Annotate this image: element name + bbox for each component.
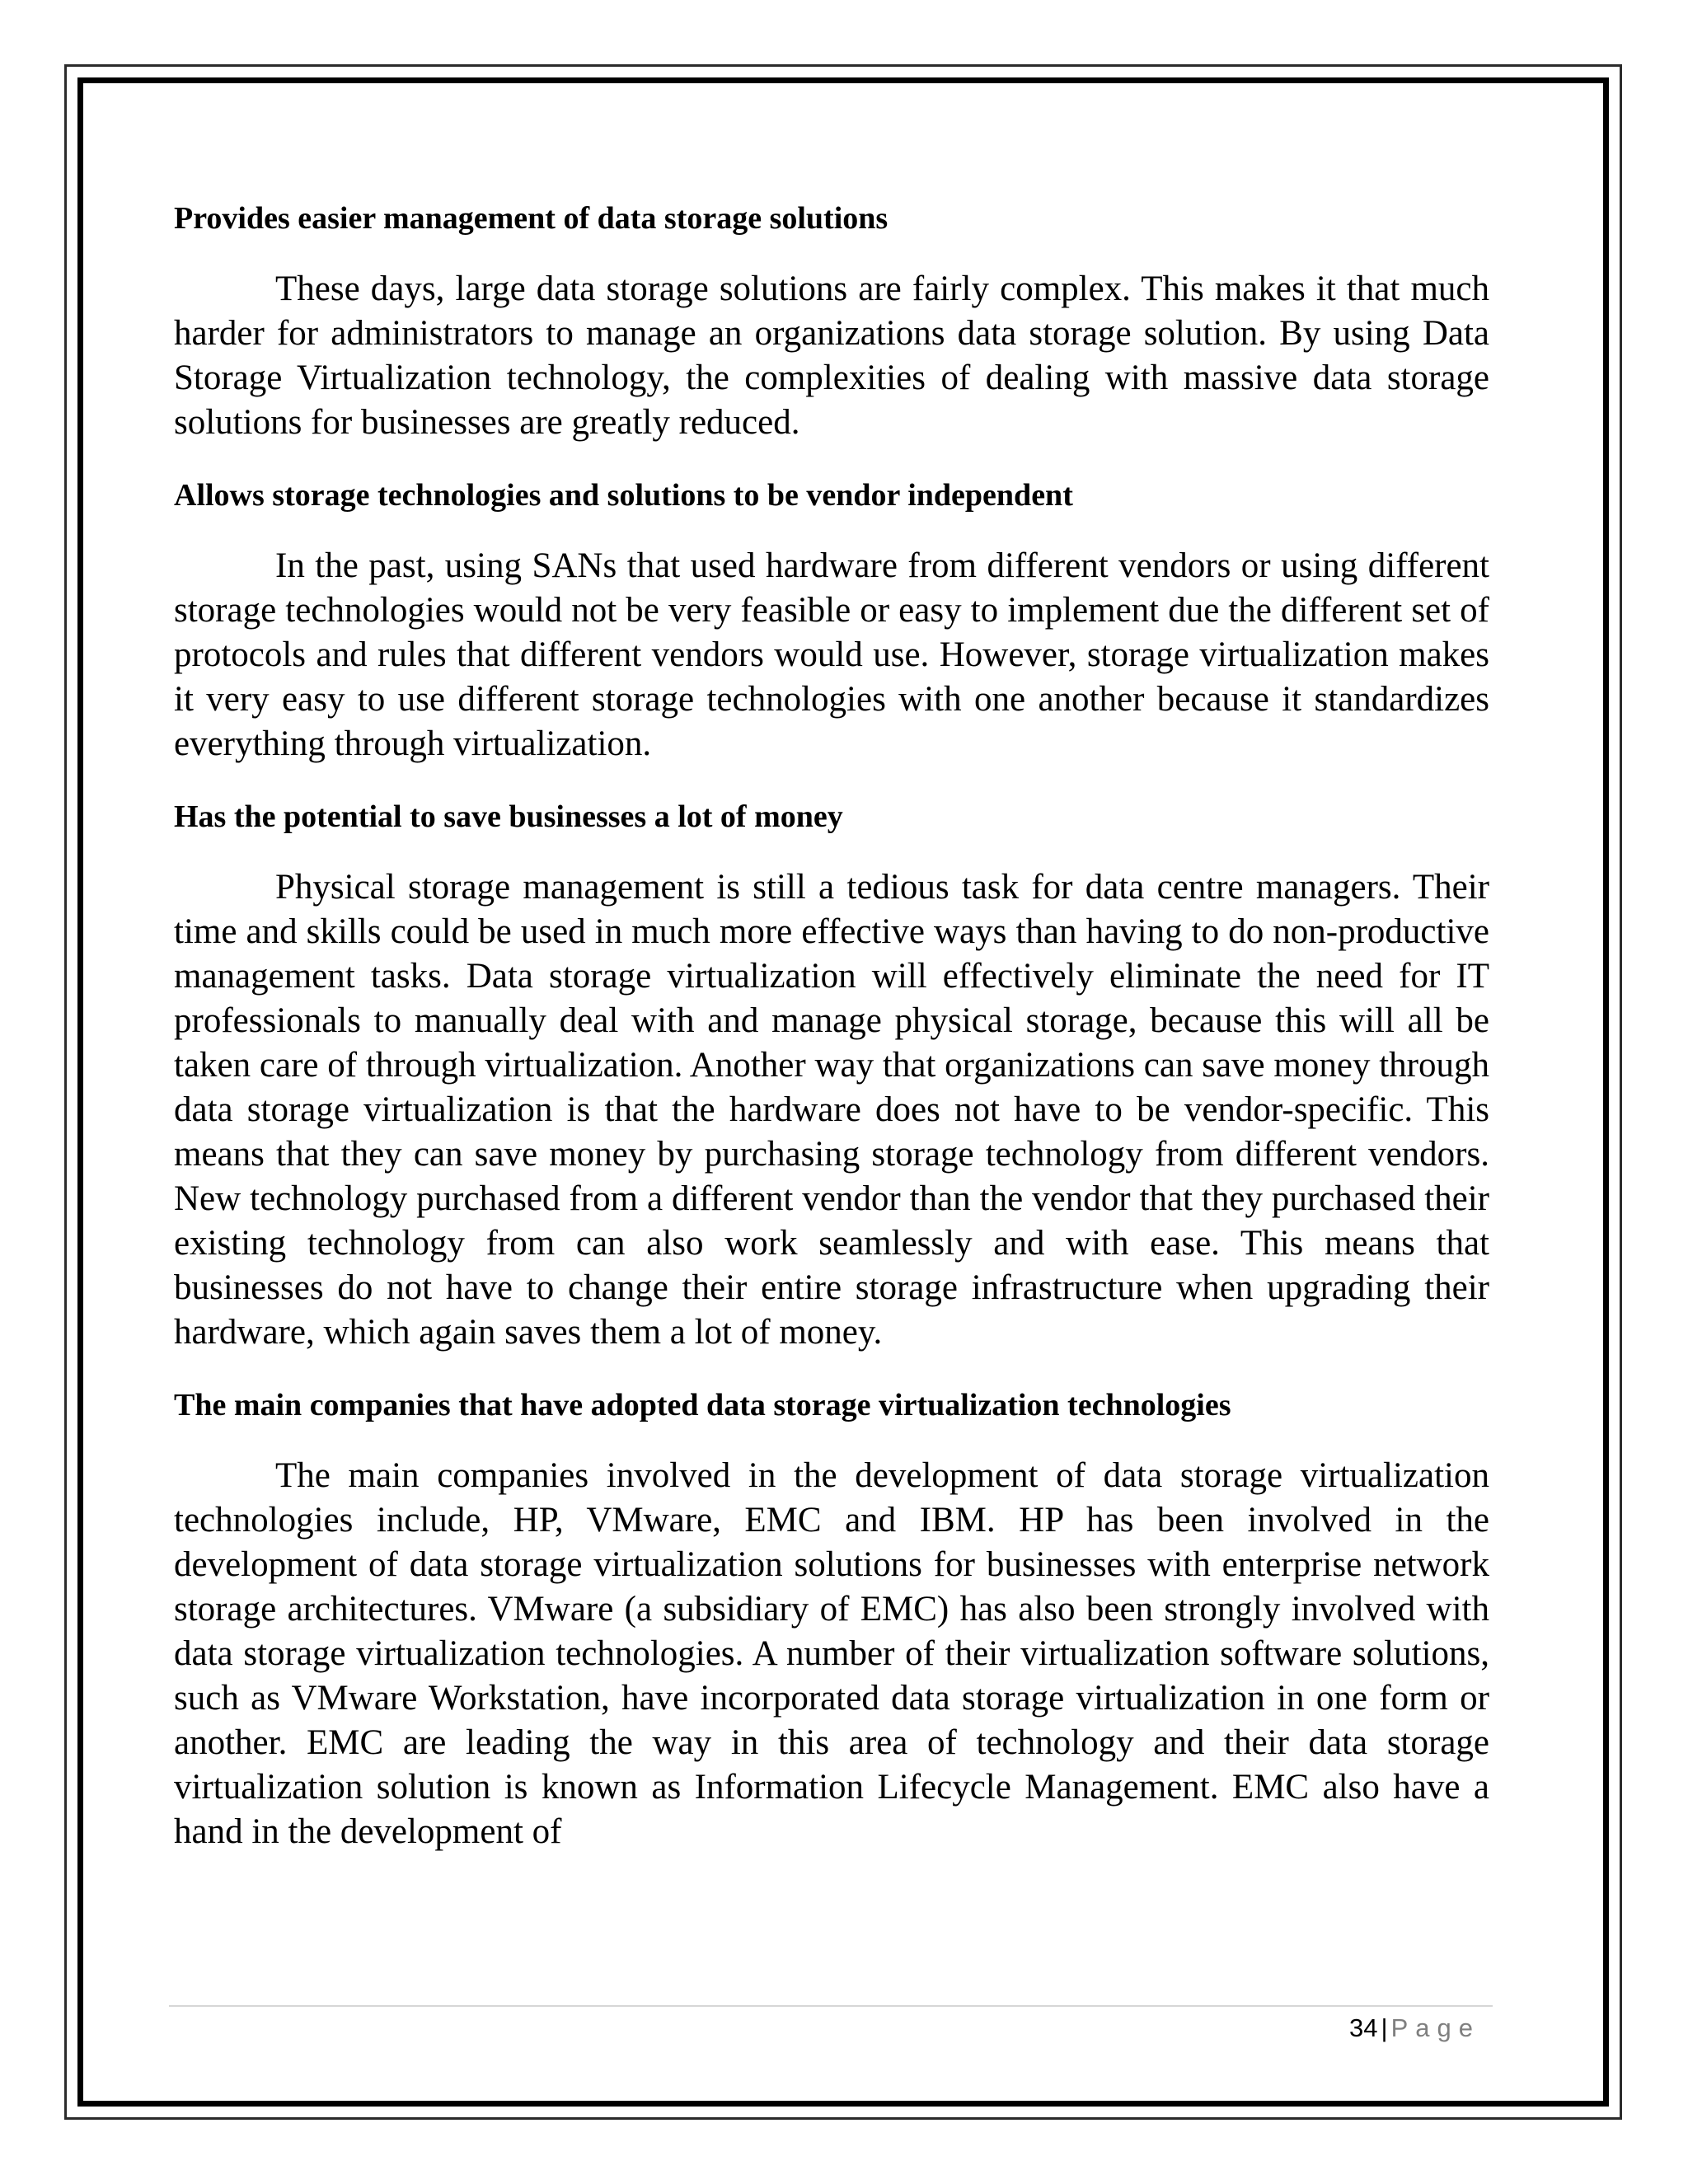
page-content [174, 196, 1489, 1854]
section-heading: Allows storage technologies and solutions to be vendor independent [174, 478, 1073, 513]
footer-separator: | [1381, 2013, 1388, 2042]
section-paragraph: In the past, using SANs that used hardware from different vendors or using different storage technologies would not be very feasible or easy to implement due the different set of protocols and rules that different vendors would use. However, storage virtualization makes it very easy to use different storage technologies with one another because it standardizes everything through virtualization. [174, 546, 1489, 763]
page-label: Page [1390, 2013, 1480, 2042]
section-paragraph: The main companies involved in the development of data storage virtualization technologies include, HP, VMware, EMC and IBM. HP has been involved in the development of data storage virtualization solutions for businesses with enterprise network storage architectures. VMware (a subsidiary of EMC) has also been strongly involved with data storage virtualization technologies. A number of their virtualization software solutions, such as VMware Workstation, have incorporated data storage virtualization in one form or another. EMC are leading the way in this area of technology and their data storage virtualization solution is known as Information Lifecycle Management. EMC also have a hand in the development of [174, 1456, 1489, 1851]
section-heading: Has the potential to save businesses a lot of money [174, 799, 843, 834]
footer-divider [169, 2005, 1493, 2007]
section-paragraph: These days, large data storage solutions are fairly complex. This makes it that much harder for administrators to manage an organizations data storage solution. By using Data Storage Virtualization technology, the complexities of dealing with massive data storage solutions for businesses are greatly reduced. [174, 269, 1489, 442]
section-paragraph: Physical storage management is still a tedious task for data centre managers. Their time and skills could be used in much more effective ways than having to do non-productive management tasks. Data storage virtualization will effectively eliminate the need for IT professionals to manually deal with and manage physical storage, because this will all be taken care of through virtualization. Another way that organizations can save money through data storage virtualization is that the hardware does not have to be vendor-specific. This means that they can save money by purchasing storage technology from different vendors. New technology purchased from a different vendor than the vendor that they purchased their existing technology from can also work seamlessly and with ease. This means that businesses do not have to change their entire storage infrastructure when upgrading their hardware, which again saves them a lot of money. [174, 868, 1489, 1352]
page-footer [1349, 2012, 1480, 2045]
section-heading: The main companies that have adopted data storage virtualization technologies [174, 1388, 1231, 1422]
page-number: 34 [1349, 2013, 1378, 2042]
section-heading: Provides easier management of data storage solutions [174, 201, 889, 236]
